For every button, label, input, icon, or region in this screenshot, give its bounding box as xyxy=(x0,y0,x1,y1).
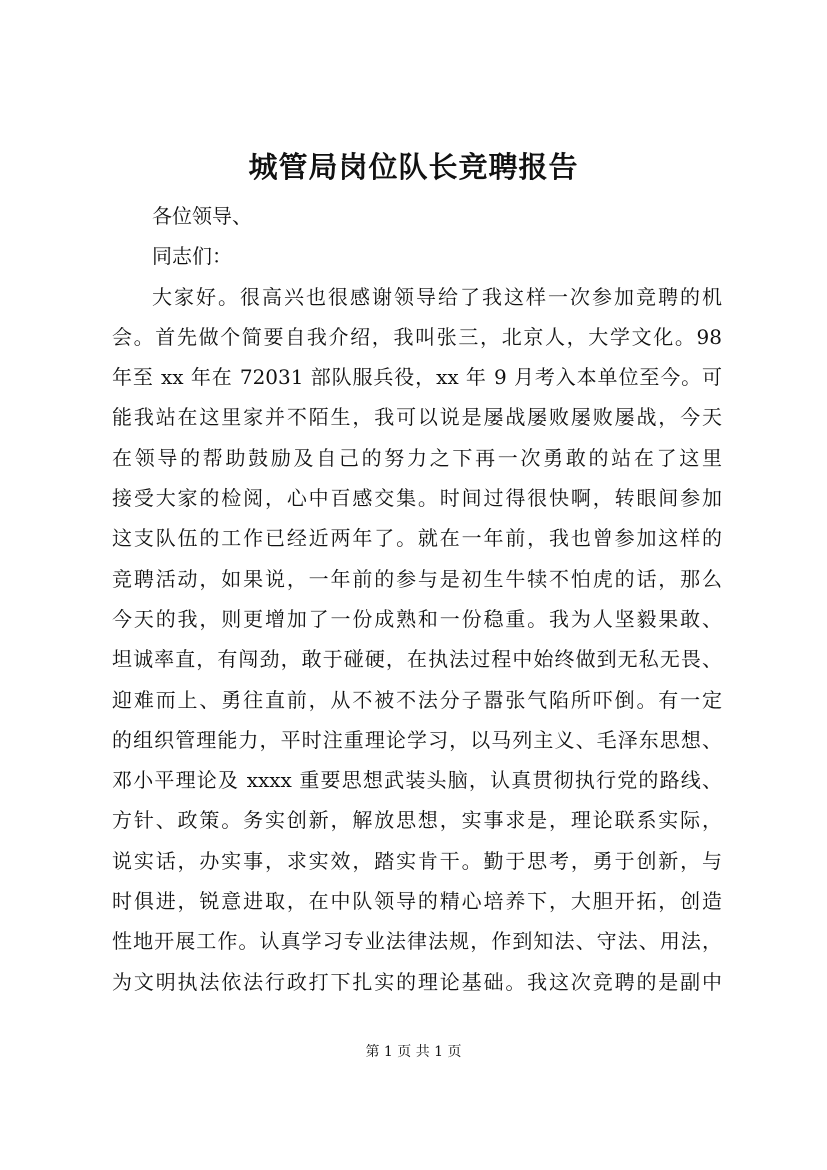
paragraph-line: 迎难而上、勇往直前，从不被不法分子嚣张气陷所吓倒。有一定 xyxy=(112,687,722,712)
paragraph-line: 邓小平理论及 xxxx 重要思想武装头脑，认真贯彻执行党的路线、 xyxy=(112,768,722,793)
paragraph-line: 性地开展工作。认真学习专业法律法规，作到知法、守法、用法， xyxy=(112,929,722,954)
paragraph-line: 大家好。很高兴也很感谢领导给了我这样一次参加竞聘的机 xyxy=(152,284,722,309)
paragraph-line: 会。首先做个简要自我介绍，我叫张三，北京人，大学文化。98 xyxy=(112,324,722,349)
paragraph-line: 在领导的帮助鼓励及自己的努力之下再一次勇敢的站在了这里 xyxy=(112,445,722,470)
paragraph-line: 说实话，办实事，求实效，踏实肯干。勤于思考，勇于创新，与 xyxy=(112,848,722,873)
paragraph-line: 接受大家的检阅，心中百感交集。时间过得很快啊，转眼间参加 xyxy=(112,486,722,511)
paragraph-line: 方针、政策。务实创新，解放思想，实事求是，理论联系实际， xyxy=(112,808,722,833)
paragraph-line: 时俱进，锐意进取，在中队领导的精心培养下，大胆开拓，创造 xyxy=(112,889,722,914)
page-footer: 第 1 页 共 1 页 xyxy=(365,1044,462,1060)
paragraph-line: 竞聘活动，如果说，一年前的参与是初生牛犊不怕虎的话，那么 xyxy=(112,566,722,591)
paragraph-line: 这支队伍的工作已经近两年了。就在一年前，我也曾参加这样的 xyxy=(112,526,722,551)
salutation-leaders: 各位领导、 xyxy=(152,204,252,228)
paragraph-line: 为文明执法依法行政打下扎实的理论基础。我这次竞聘的是副中 xyxy=(112,969,722,994)
document-body xyxy=(112,196,722,1002)
paragraph-line: 今天的我，则更增加了一份成熟和一份稳重。我为人坚毅果敢、 xyxy=(112,606,722,631)
paragraph-line: 的组织管理能力，平时注重理论学习，以马列主义、毛泽东思想、 xyxy=(112,727,722,752)
paragraph-line: 能我站在这里家并不陌生，我可以说是屡战屡败屡败屡战，今天 xyxy=(112,405,722,430)
document-title: 城管局岗位队长竞聘报告 xyxy=(248,150,579,184)
salutation-comrades: 同志们： xyxy=(152,244,232,269)
paragraph-line: 坦诚率直，有闯劲，敢于碰硬，在执法过程中始终做到无私无畏、 xyxy=(112,647,722,672)
paragraph-line: 年至 xx 年在 72031 部队服兵役，xx 年 9 月考入本单位至今。可 xyxy=(112,365,722,390)
